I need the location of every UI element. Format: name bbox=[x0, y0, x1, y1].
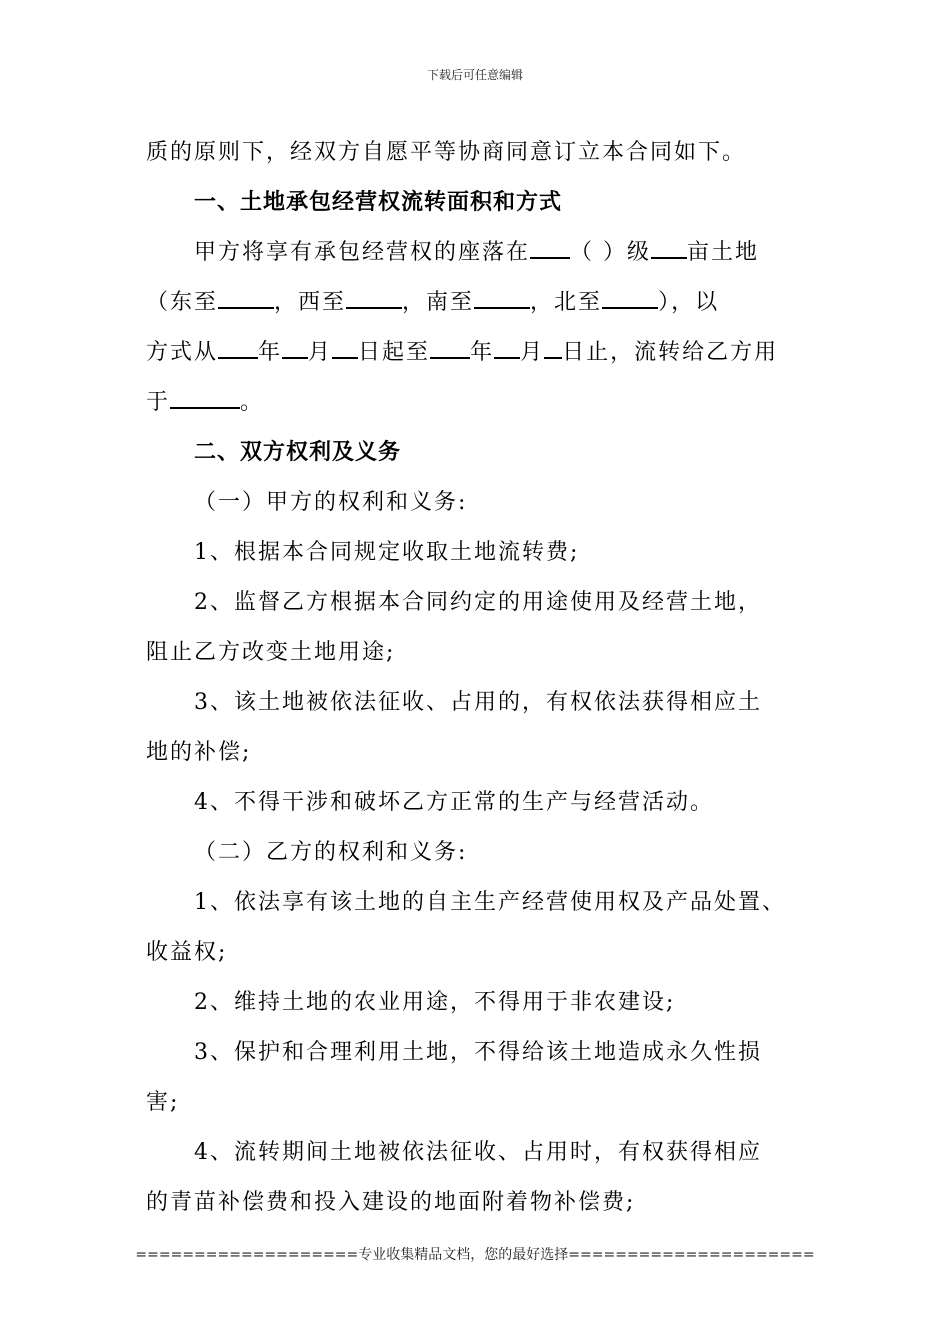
blank-field bbox=[282, 335, 308, 359]
subsection-heading: （一）甲方的权利和义务: bbox=[194, 490, 468, 515]
list-item: 3、保护和合理利用土地，不得给该土地造成永久性损 bbox=[194, 1040, 762, 1065]
list-item: 1、根据本合同规定收取土地流转费; bbox=[194, 540, 580, 565]
text-segment: 甲方将享有承包经营权的座落在 bbox=[194, 240, 531, 265]
list-item: 4、不得干涉和破坏乙方正常的生产与经营活动。 bbox=[194, 790, 714, 815]
page-footer: ===================专业收集精品文档，您的最好选择===================== bbox=[135, 1247, 815, 1263]
section-heading-2: 二、双方权利及义务 bbox=[194, 440, 402, 465]
blank-field bbox=[218, 285, 274, 309]
text-segment: 月 bbox=[308, 340, 333, 365]
blank-field bbox=[530, 235, 570, 259]
paragraph-line bbox=[146, 328, 836, 378]
blank-field bbox=[346, 285, 402, 309]
list-item-continuation: 收益权; bbox=[146, 940, 228, 965]
text-segment: ，西至 bbox=[274, 290, 347, 315]
text-segment: （东至 bbox=[146, 290, 219, 315]
blank-field bbox=[651, 235, 687, 259]
text-segment: 方式从 bbox=[146, 340, 219, 365]
text-segment: 月 bbox=[520, 340, 545, 365]
list-item: 1、依法享有该土地的自主生产经营使用权及产品处置、 bbox=[194, 890, 786, 915]
list-item: 3、该土地被依法征收、占用的，有权依法获得相应土 bbox=[194, 690, 762, 715]
list-item: 4、流转期间土地被依法征收、占用时，有权获得相应 bbox=[194, 1140, 762, 1165]
paragraph-line: 质的原则下，经双方自愿平等协商同意订立本合同如下。 bbox=[146, 140, 747, 165]
list-item-continuation: 阻止乙方改变土地用途; bbox=[146, 640, 396, 665]
text-segment: 亩土地 bbox=[687, 240, 760, 265]
text-segment: 于 bbox=[146, 390, 171, 415]
blank-field bbox=[602, 285, 658, 309]
paragraph-line bbox=[146, 228, 836, 278]
text-segment: 日起至 bbox=[358, 340, 431, 365]
blank-field bbox=[430, 335, 470, 359]
text-segment: （ ）级 bbox=[570, 240, 652, 265]
page-header: 下载后可任意编辑 bbox=[426, 68, 523, 82]
section-heading-1: 一、土地承包经营权流转面积和方式 bbox=[194, 190, 563, 215]
subsection-heading: （二）乙方的权利和义务: bbox=[194, 840, 468, 865]
list-item: 2、维持土地的农业用途，不得用于非农建设; bbox=[194, 990, 676, 1015]
text-segment: 日止，流转给乙方用 bbox=[562, 340, 779, 365]
text-segment: 。 bbox=[240, 390, 265, 415]
blank-field bbox=[474, 285, 530, 309]
paragraph-line bbox=[146, 378, 836, 428]
list-item-continuation: 地的补偿; bbox=[146, 740, 252, 765]
blank-field bbox=[494, 335, 520, 359]
text-segment: 年 bbox=[258, 340, 283, 365]
blank-field bbox=[332, 335, 358, 359]
list-item-continuation: 的青苗补偿费和投入建设的地面附着物补偿费; bbox=[146, 1190, 636, 1215]
blank-field bbox=[218, 335, 258, 359]
list-item-continuation: 害; bbox=[146, 1090, 180, 1115]
blank-field bbox=[544, 335, 562, 359]
list-item: 2、监督乙方根据本合同约定的用途使用及经营土地， bbox=[194, 590, 762, 615]
document-body bbox=[146, 128, 836, 1228]
blank-field bbox=[170, 385, 240, 409]
text-segment: ，南至 bbox=[402, 290, 475, 315]
text-segment: ，北至 bbox=[530, 290, 603, 315]
text-segment: 年 bbox=[470, 340, 495, 365]
text-segment: ），以 bbox=[658, 290, 720, 315]
paragraph-line bbox=[146, 278, 836, 328]
